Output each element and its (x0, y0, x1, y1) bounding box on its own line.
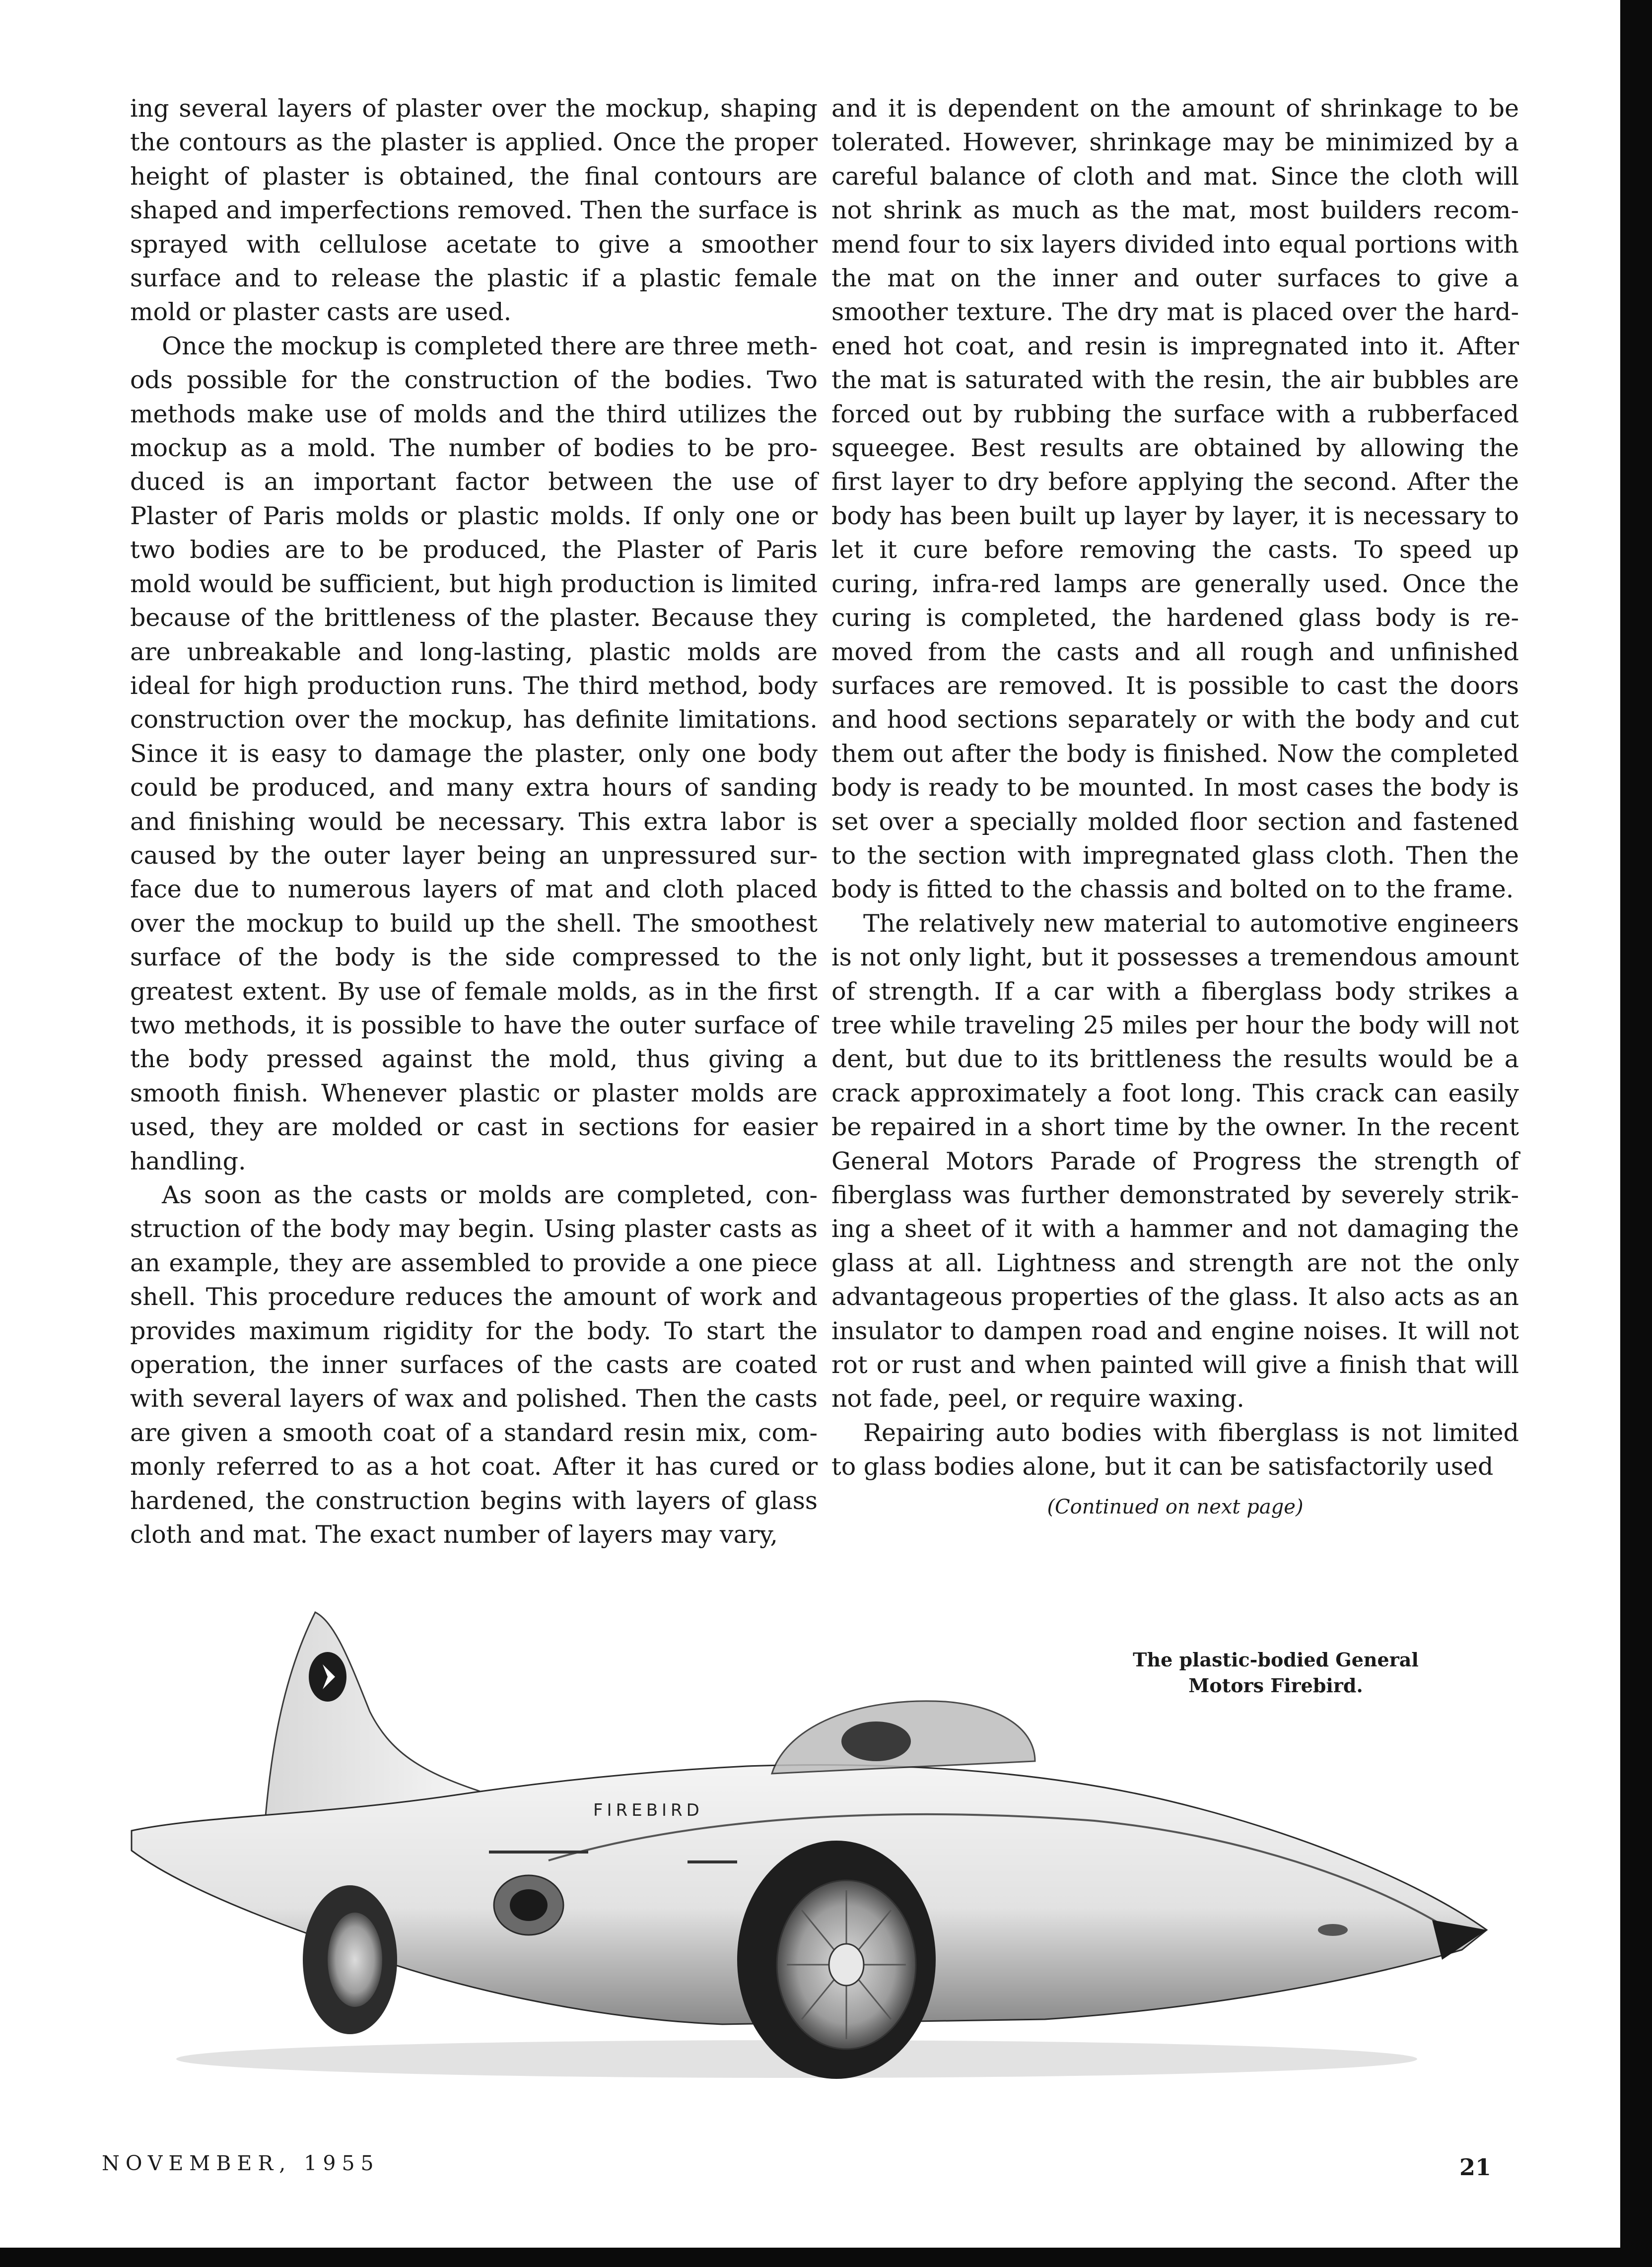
issue-date: NOVEMBER, 1955 (102, 2151, 380, 2175)
article-paragraph: ing several layers of plaster over the mockup, shaping the contours as the plaster is applied. Once the proper height of plaster is obtained, the final contours are shaped and imperfections removed. Then the surface is sprayed with cellulose acetate to give a smoother surface and to release the plastic if a plastic female mold or plaster casts are used. (130, 94, 818, 327)
article-column-right (831, 92, 1519, 1519)
article-paragraph: The relatively new material to automotive engineers is not only light, but it possesses a tremendous amount of strength. If a car with a fiberglass body strikes a tree while traveling 25 miles per hour the body will not dent, but due to its brittleness the results would be a crack approximately a foot long. This crack can easily be repaired in a short time by the owner. In the recent General Motors Parade of Progress the strength of fiberglass was further demonstrated by severely striking a sheet of it with a hammer and not damaging the glass at all. Lightness and strength are not the only advantageous properties of the glass. It also acts as an insulator to dampen road and engine noises. It will not rot or rust and when painted will give a finish that will not fade, peel, or require waxing. (831, 909, 1519, 1413)
continued-note: (Continued on next page) (1047, 1496, 1304, 1518)
article-paragraph: Repairing auto bodies with fiberglass is not limited to glass bodies alone, but it can be satisfactorily used (831, 1418, 1519, 1481)
scan-edge-right (1620, 0, 1652, 2267)
article-paragraph: Once the mockup is completed there are three methods possible for the construction of the bodies. Two methods make use of molds and the third utilizes the mockup as a mold. The number of bodies to be produced is an important factor between the use of Plaster of Paris molds or plastic molds. If only one or two bodies are to be produced, the Plaster of Paris mold would be sufficient, but high production is limited because of the brittleness of the plaster. Because they are unbreakable and long-lasting, plastic molds are ideal for high production runs. The third method, body construction over the mockup, has definite limitations. Since it is easy to damage the plaster, only one body could be produced, and many extra hours of sanding and finishing would be necessary. This extra labor is caused by the outer layer being an unpressured surface due to numerous layers of mat and cloth placed over the mockup to build up the shell. The smoothest surface of the body is the side compressed to the greatest extent. By use of female molds, as in the first two methods, it is possible to have the outer surface of the body pressed against the mold, thus giving a smooth finish. Whenever plastic or plaster molds are used, they are molded or cast in sections for easier handling. (130, 332, 818, 1175)
photo-caption: The plastic-bodied General Motors Firebird. (1133, 1649, 1419, 1697)
article-paragraph: As soon as the casts or molds are completed, construction of the body may begin. Using plaster casts as an example, they are assembled to provide a one piece shell. This procedure reduces the amount of work and provides maximum rigidity for the body. To start the operation, the inner surfaces of the casts are coated with several layers of wax and polished. Then the casts are given a smooth coat of a standard resin mix, commonly referred to as a hot coat. After it has cured or hardened, the construction begins with layers of glass cloth and mat. The exact number of layers may vary, (130, 1181, 818, 1549)
car-lettering: FIREBIRD (593, 1800, 703, 1820)
scan-edge-bottom (0, 2248, 1652, 2267)
page-number: 21 (1459, 2154, 1492, 2181)
article-paragraph: and it is dependent on the amount of shrinkage to be tolerated. However, shrinkage may be minimized by a careful balance of cloth and mat. Since the cloth will not shrink as much as the mat, most builders recommend four to six layers divided into equal portions with the mat on the inner and outer surfaces to give a smoother texture. The dry mat is placed over the hardened hot coat, and resin is impregnated into it. After the mat is saturated with the resin, the air bubbles are forced out by rubbing the surface with a rubberfaced squeegee. Best results are obtained by allowing the first layer to dry before applying the second. After the body has been built up layer by layer, it is necessary to let it cure before removing the casts. To speed up curing, infra-red lamps are generally used. Once the curing is completed, the hardened glass body is removed from the casts and all rough and unfinished surfaces are removed. It is possible to cast the doors and hood sections separately or with the body and cut them out after the body is finished. Now the completed body is ready to be mounted. In most cases the body is set over a specially molded floor section and fastened to the section with impregnated glass cloth. Then the body is fitted to the chassis and bolted on to the frame. (831, 94, 1519, 904)
article-column-left (130, 92, 818, 1549)
